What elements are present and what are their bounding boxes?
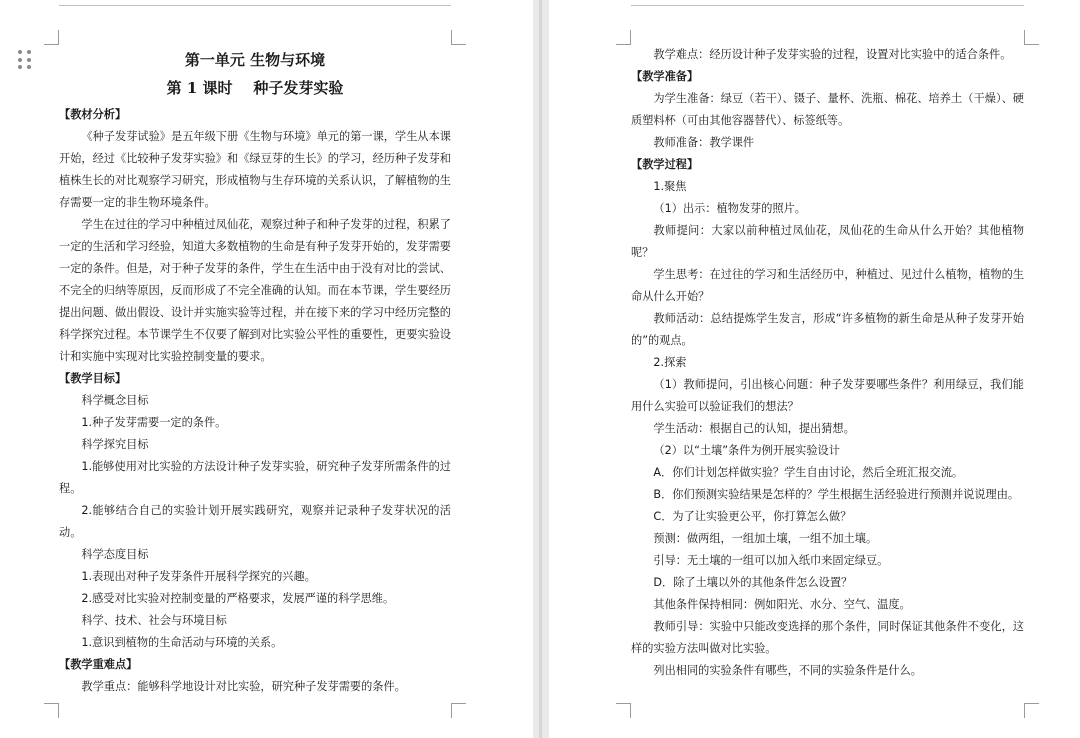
paragraph: 科学、技术、社会与环境目标 — [81, 614, 227, 627]
right-page-body — [631, 44, 1024, 682]
paragraph: 教师提问：大家以前种植过凤仙花，凤仙花的生命从什么开始？其他植物呢？ — [631, 224, 1024, 259]
paragraph: 1.能够使用对比实验的方法设计种子发芽实验，研究种子发芽所需条件的过程。 — [59, 460, 451, 495]
paragraph: 科学探究目标 — [81, 438, 149, 451]
paragraph: 预测：做两组，一组加土壤，一组不加土壤。 — [653, 532, 878, 545]
paragraph: 1.意识到植物的生命活动与环境的关系。 — [81, 636, 283, 649]
paragraph: 学生在过往的学习中种植过凤仙花，观察过种子和种子发芽的过程，积累了一定的生活和学习经验，知道大多数植物的生命是有种子发芽开始的，发芽需要一定的条件。但是，对于种子发芽的条件，学生在生活中由于没有对比的尝试、不完全的归纳等原因，反而形成了不完全准确的认知。而在本节课，学生要经历提出问题、做出假设、设计并实施实验等过程，并在接下来的学习中经历完整的科学探究过程。本节课学生不仅要了解到对比实验公平性的重要性，更要实验设计和实施中实现对比实验控制变量的要求。 — [59, 218, 451, 363]
paragraph: 其他条件保持相同：例如阳光、水分、空气、温度。 — [653, 598, 911, 611]
section-heading: 【教学目标】 — [59, 372, 127, 385]
section-heading: 【教材分析】 — [59, 108, 127, 121]
margin-corner-mark — [616, 30, 631, 45]
paragraph: B．你们预测实验结果是怎样的？学生根据生活经验进行预测并说说理由。 — [653, 488, 1020, 501]
section-heading: 【教学准备】 — [631, 70, 699, 83]
paragraph: 2.感受对比实验对控制变量的严格要求，发展严谨的科学思维。 — [81, 592, 395, 605]
header-rule — [631, 5, 1024, 6]
paragraph: 2.探索 — [653, 356, 687, 369]
paragraph: 2.能够结合自己的实验计划开展实践研究，观察并记录种子发芽状况的活动。 — [59, 504, 451, 539]
paragraph: 教师准备：教学课件 — [653, 136, 755, 149]
section-heading: 【教学过程】 — [631, 158, 699, 171]
margin-corner-mark — [1024, 703, 1039, 718]
left-text-blocks — [59, 104, 451, 698]
paragraph: （1）出示：植物发芽的照片。 — [653, 202, 806, 215]
margin-corner-mark — [616, 703, 631, 718]
paragraph: 教师活动：总结提炼学生发言，形成“许多植物的新生命是从种子发芽开始的”的观点。 — [631, 312, 1024, 347]
unit-title: 第一单元 生物与环境 — [184, 51, 326, 69]
paragraph: 引导：无土壤的一组可以加入纸巾来固定绿豆。 — [653, 554, 889, 567]
paragraph: C．为了让实验更公平，你打算怎么做？ — [653, 510, 852, 523]
paragraph: 科学态度目标 — [81, 548, 149, 561]
margin-corner-mark — [44, 30, 59, 45]
paragraph: 教学难点：经历设计种子发芽实验的过程，设置对比实验中的适合条件。 — [653, 48, 1012, 61]
page-gutter — [533, 0, 549, 738]
paragraph: 《种子发芽试验》是五年级下册《生物与环境》单元的第一课，学生从本课开始，经过《比较种子发芽实验》和《绿豆芽的生长》的学习，经历种子发芽和植株生长的对比观察学习研究，形成植物与生存环境的关系认识，了解植物的生存需要一定的非生物环境条件。 — [59, 130, 451, 209]
margin-corner-mark — [44, 703, 59, 718]
paragraph: 学生活动：根据自己的认知，提出猜想。 — [653, 422, 855, 435]
paragraph: 1.种子发芽需要一定的条件。 — [81, 416, 227, 429]
margin-corner-mark — [1024, 30, 1039, 45]
left-page-body — [59, 44, 451, 698]
section-heading: 【教学重难点】 — [59, 658, 138, 671]
paragraph: A．你们计划怎样做实验？学生自由讨论，然后全班汇报交流。 — [653, 466, 964, 479]
paragraph: 教师引导：实验中只能改变选择的那个条件，同时保证其他条件不变化，这样的实验方法叫做对比实验。 — [631, 620, 1024, 655]
paragraph: 教学重点：能够科学地设计对比实验，研究种子发芽需要的条件。 — [81, 680, 406, 693]
margin-corner-mark — [451, 703, 466, 718]
paragraph: 1.聚焦 — [653, 180, 687, 193]
paragraph: 列出相同的实验条件有哪些，不同的实验条件是什么。 — [653, 664, 922, 677]
paragraph: 为学生准备：绿豆（若干）、镊子、量杯、洗瓶、棉花、培养土（干燥）、硬质塑料杯（可由其他容器替代）、标签纸等。 — [631, 92, 1024, 127]
lesson-title: 第 1 课时 种子发芽实验 — [166, 79, 344, 97]
paragraph: 1.表现出对种子发芽条件开展科学探究的兴趣。 — [81, 570, 316, 583]
paragraph: （1）教师提问，引出核心问题：种子发芽要哪些条件？利用绿豆，我们能用什么实验可以验证我们的想法？ — [631, 378, 1024, 413]
margin-corner-mark — [451, 30, 466, 45]
right-text-blocks — [631, 44, 1024, 682]
paragraph: D．除了土壤以外的其他条件怎么设置？ — [653, 576, 853, 589]
drag-handle-icon[interactable] — [18, 50, 32, 70]
header-rule — [59, 5, 451, 6]
paragraph: 科学概念目标 — [81, 394, 149, 407]
paragraph: 学生思考：在过往的学习和生活经历中，种植过、见过什么植物，植物的生命从什么开始？ — [631, 268, 1024, 303]
paragraph: （2）以“土壤”条件为例开展实验设计 — [653, 444, 840, 457]
